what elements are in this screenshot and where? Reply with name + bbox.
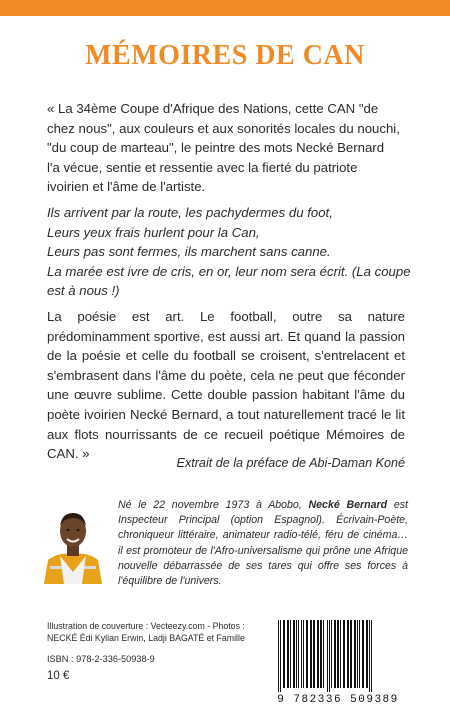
book-title: MÉMOIRES DE CAN <box>85 40 365 71</box>
preface-line: l'a vécue, sentie et ressentie avec la fierté du patriote <box>47 159 358 175</box>
price: 10 € <box>47 670 70 682</box>
barcode-bars <box>266 616 410 696</box>
isbn: ISBN : 978-2-336-50938-9 <box>47 654 155 664</box>
barcode-bar <box>310 620 312 688</box>
barcode-bar <box>280 620 281 692</box>
barcode-bar <box>306 620 308 688</box>
poem-line: Leurs yeux frais hurlent pour la Can, <box>47 224 260 240</box>
barcode-bar <box>303 620 304 688</box>
preface-line: chez nous", aux couleurs et aux sonorités locales du nouchi, <box>47 120 400 136</box>
barcode-bar <box>320 620 322 688</box>
barcode <box>266 616 410 710</box>
barcode-bar <box>354 620 356 688</box>
preface-paragraph-1 <box>47 99 405 197</box>
top-accent-bar <box>0 0 450 16</box>
barcode-bar <box>313 620 315 688</box>
bio-text: est Inspecteur Principal (option Espagnol). Écrivain-Poète, chroniqueur littéraire, animateur radio-télé, féru de cinéma… il est promoteur de l'Afro-universalisme qui prône une Afrique nouvelle débarrassée de ses tares qui offre ses forces à l'équilibre de l'univers. <box>118 499 408 588</box>
author-portrait-icon <box>42 502 104 584</box>
barcode-bar <box>371 620 372 692</box>
barcode-digits: 9 782336 509389 <box>277 694 399 706</box>
barcode-bar <box>327 620 328 692</box>
barcode-bar <box>287 620 289 688</box>
barcode-bar <box>283 620 285 688</box>
poem-line: La marée est ivre de cris, en or, leur nom sera écrit. (La coupe <box>47 263 411 279</box>
barcode-bar <box>340 620 341 688</box>
barcode-bar <box>331 620 332 688</box>
barcode-bar <box>317 620 319 688</box>
barcode-bar <box>359 620 360 688</box>
author-name: Necké Bernard <box>308 499 388 511</box>
barcode-bar <box>357 620 358 688</box>
barcode-bar <box>278 620 279 692</box>
poem-line: est à nous !) <box>47 283 120 299</box>
barcode-bar <box>337 620 339 688</box>
poem-line: Leurs pas sont fermes, ils marchent sans canne. <box>47 244 331 260</box>
preface-line: « La 34ème Coupe d'Afrique des Nations, cette CAN "de <box>47 101 379 116</box>
illustration-credits: Illustration de couverture : Vecteezy.com - Photos : NECKÉ Édi Kylian Erwin, Ladji BAGATÉ et Famille <box>47 621 245 643</box>
barcode-bar <box>298 620 299 688</box>
barcode-bar <box>323 620 324 688</box>
preface-line: "du coup de marteau", le peintre des mots Necké Bernard <box>47 140 385 156</box>
author-bio <box>118 498 408 589</box>
preface-paragraph-2: La poésie est art. Le football, outre sa nature prédominamment sportive, est aussi art. Et quand la passion de la poésie et celle du football se croisent, s'entrelacent et s'embrasent dans l'âme du poète, cela ne peut que féconder une œuvre sublime. Cette double passion habitant l'âme du poète ivoirien Necké Bernard, a tout naturellement tracé le lit aux flots nourrissants de ce recueil poétique Mémoires de CAN. » <box>47 309 405 462</box>
poem-line: Ils arrivent par la route, les pachydermes du foot, <box>47 205 333 220</box>
preface-line: ivoirien et l'âme de l'artiste. <box>47 179 206 195</box>
preface-source: Extrait de la préface de Abi-Daman Koné <box>176 456 405 470</box>
barcode-bar <box>290 620 291 688</box>
barcode-bar <box>296 620 297 688</box>
barcode-bar <box>334 620 336 688</box>
poem-excerpt <box>47 203 411 301</box>
barcode-bar <box>293 620 295 688</box>
barcode-bar <box>343 620 345 688</box>
barcode-bar <box>350 620 352 688</box>
barcode-bar <box>366 620 368 688</box>
barcode-bar <box>362 620 364 688</box>
barcode-bar <box>329 620 330 692</box>
barcode-bar <box>347 620 349 688</box>
barcode-bar <box>301 620 302 688</box>
barcode-bar <box>369 620 370 692</box>
author-photo <box>42 502 104 584</box>
bio-intro: Né le 22 novembre 1973 à Abobo, <box>118 499 309 511</box>
